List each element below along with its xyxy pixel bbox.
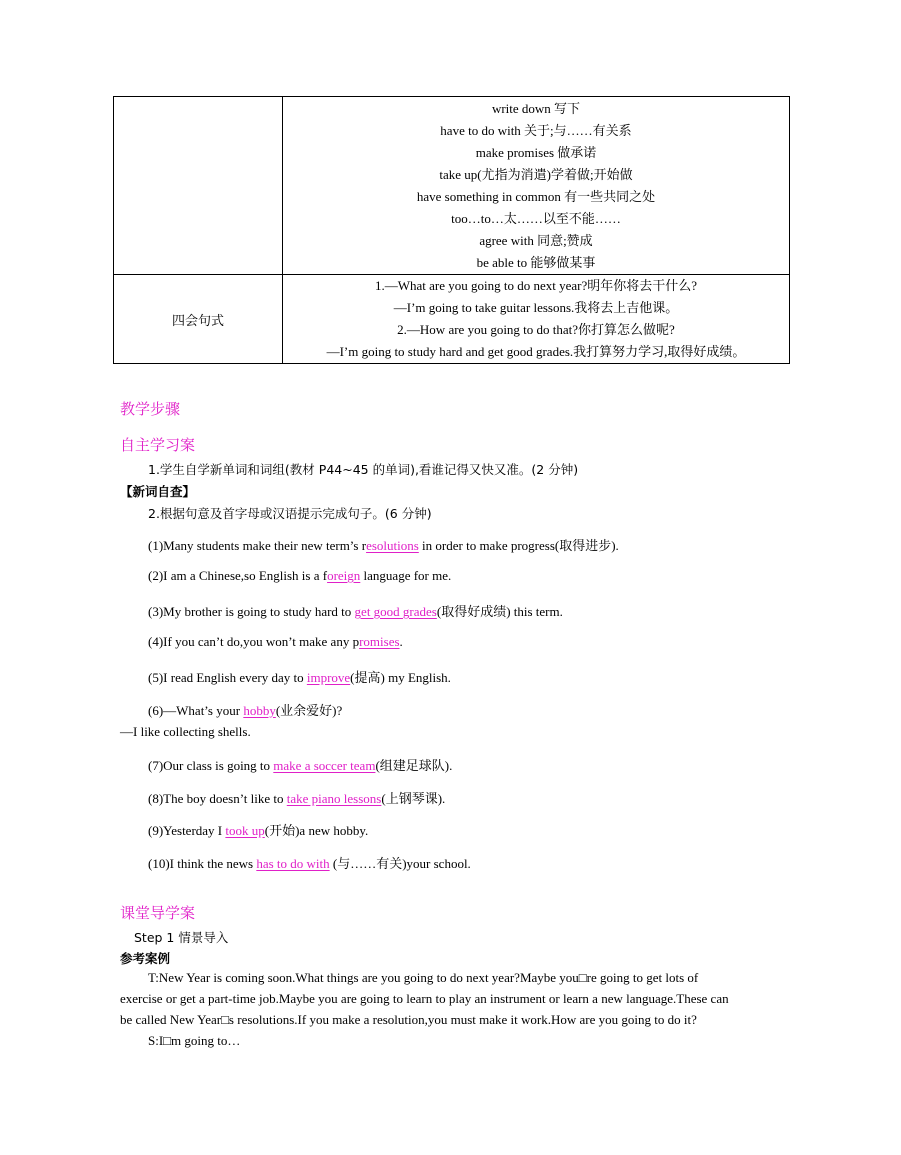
section-title-teaching-steps: 教学步骤 [120,400,181,418]
exercise-item: (8)The boy doesn’t like to take piano lessons(上钢琴课). [148,791,446,806]
table-row [114,97,790,275]
paragraph-line: exercise or get a part-time job.Maybe you are going to learn to play an instrument or learn a new language.These can [120,991,729,1006]
exercise-item: (6)—What’s your hobby(业余爱好)? [148,703,343,718]
answer-text: make a soccer team [273,758,376,773]
exercise-item: (2)I am a Chinese,so English is a foreign language for me. [148,568,452,583]
paragraph-line: T:New Year is coming soon.What things are you going to do next year?Maybe you□re going to get lots of [148,970,699,985]
phrase-line: make promises 做承诺 [475,145,597,160]
phrase-line: have to do with 关于;与……有关系 [440,123,632,138]
section-title-self-study: 自主学习案 [120,436,196,454]
exercise-item: (4)If you can’t do,you won’t make any promises. [148,634,403,649]
phrase-line: too…to…太……以至不能…… [451,211,621,226]
exercise-item: (3)My brother is going to study hard to get good grades(取得好成绩) this term. [148,604,563,619]
phrase-line: be able to 能够做某事 [476,255,596,270]
answer-text: hobby [243,703,276,718]
answer-text: take piano lessons [286,791,382,806]
exercise-item: (5)I read English every day to improve(提高) my English. [148,670,451,685]
phrase-line: agree with 同意;赞成 [479,233,593,248]
vocab-check-label: 【新词自查】 [120,484,196,499]
sentence-line: —I’m going to study hard and get good grades.我打算努力学习,取得好成绩。 [326,344,746,359]
exercise-item: (10)I think the news has to do with (与……有关)your school. [148,856,471,871]
answer-text: romises [359,634,400,649]
exercise-item: (9)Yesterday I took up(开始)a new hobby. [148,823,369,838]
paragraph-line: S:I□m going to… [148,1033,241,1048]
answer-text: took up [225,823,265,838]
sentence-patterns-label: 四会句式 [114,275,283,364]
phrases-cell [283,97,790,275]
answer-text: improve [306,670,351,685]
step-title: Step 1 情景导入 [134,930,229,945]
paragraph-line: be called New Year□s resolutions.If you make a resolution,you must make it work.How are you going to do it? [120,1012,697,1027]
summary-table [113,96,790,364]
sentence-line: 2.—How are you going to do that?你打算怎么做呢? [397,322,675,337]
answer-text: has to do with [256,856,330,871]
phrase-line: have something in common 有一些共同之处 [416,189,656,204]
exercise-reply: —I like collecting shells. [120,724,251,739]
sentence-line: 1.—What are you going to do next year?明年你将去干什么? [374,278,698,293]
phrase-line: take up(尤指为消遣)学着做;开始做 [439,167,633,182]
self-study-intro: 1.学生自学新单词和词组(教材 P44~45 的单词),看谁记得又快又准。(2 分钟) [148,462,579,477]
table-cell-empty [114,97,283,275]
sentences-cell [283,275,790,364]
answer-text: esolutions [366,538,419,553]
table-row [114,275,790,364]
exercise-item: (7)Our class is going to make a soccer team(组建足球队). [148,758,453,773]
exercise-intro: 2.根据句意及首字母或汉语提示完成句子。(6 分钟) [148,506,432,521]
reference-label: 参考案例 [120,951,171,966]
answer-text: oreign [327,568,361,583]
answer-text: get good grades [354,604,437,619]
section-title-classroom-guide: 课堂导学案 [120,904,196,922]
phrase-line: write down 写下 [491,101,581,116]
sentence-line: —I’m going to take guitar lessons.我将去上吉他课。 [393,300,679,315]
exercise-item: (1)Many students make their new term’s resolutions in order to make progress(取得进步). [148,538,619,553]
